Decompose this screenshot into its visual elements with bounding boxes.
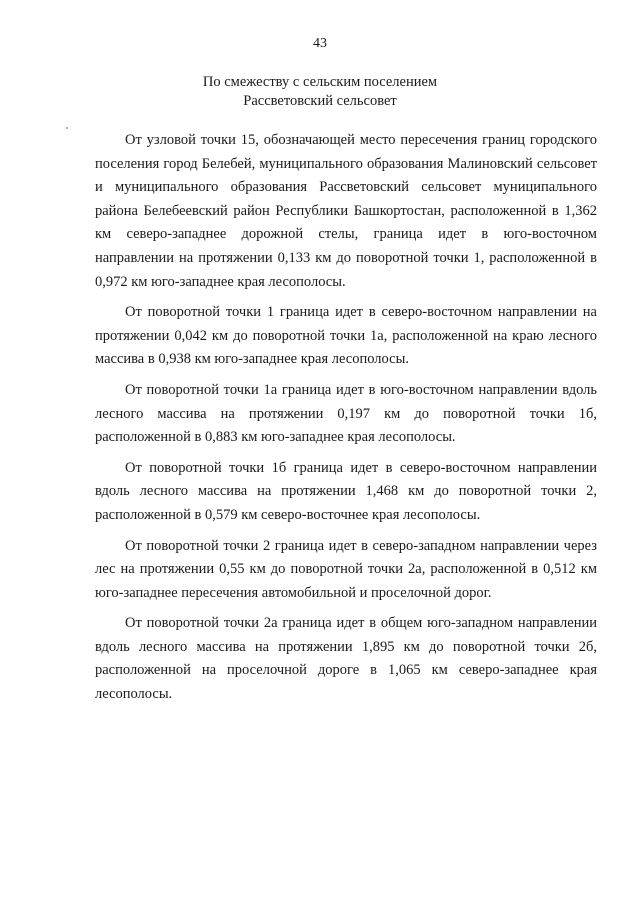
paragraph: От поворотной точки 1а граница идет в юго-восточном направлении вдоль лесного массива на протяжении 0,197 км до поворотной точки 1б, расположенной в 0,883 км юго-западнее края лесополосы. [95, 381, 597, 446]
paragraph: От поворотной точки 2 граница идет в северо-западном направлении через лес на протяжении 0,55 км до поворотной точки 2а, расположенной в 0,512 км юго-западнее пересечения автомобильной и проселочной дорог. [95, 537, 597, 601]
paragraph: От поворотной точки 2а граница идет в общем юго-западном направлении вдоль лесного массива на протяжении 1,895 км до поворотной точки 2б, расположенной на проселочной дороге в 1,065 км северо-западнее края лесополосы. [95, 615, 597, 703]
section-heading-line-1: По смежеству с сельским поселением [202, 74, 438, 90]
paragraph: От узловой точки 15, обозначающей место пересечения границ городского поселения город Белебей, муниципального образования Малиновский сельсовет и муниципального образования Рассветовский сельсовет муниципального района Белебеевский район Республики Башкортостан, расположенной в 1,362 км северо-западнее дорожной стелы, граница идет в юго-восточном направлении на протяжении 0,133 км до поворотной точки 1, расположенной в 0,972 км юго-западнее края лесополосы. [95, 132, 597, 290]
document-body [95, 129, 597, 714]
section-heading-line-2: Рассветовский сельсовет [243, 93, 397, 109]
paragraph: От поворотной точки 1 граница идет в северо-восточном направлении на протяжении 0,042 км до поворотной точки 1а, расположенной на краю лесного массива в 0,938 км юго-западнее края лесополосы. [95, 304, 597, 368]
section-heading [0, 73, 640, 111]
margin-mark [66, 127, 68, 129]
page-number: 43 [313, 36, 327, 51]
paragraph: От поворотной точки 1б граница идет в северо-восточном направлении вдоль лесного массива на протяжении 1,468 км до поворотной точки 2, расположенной в 0,579 км северо-восточнее края лесополосы. [95, 459, 597, 523]
